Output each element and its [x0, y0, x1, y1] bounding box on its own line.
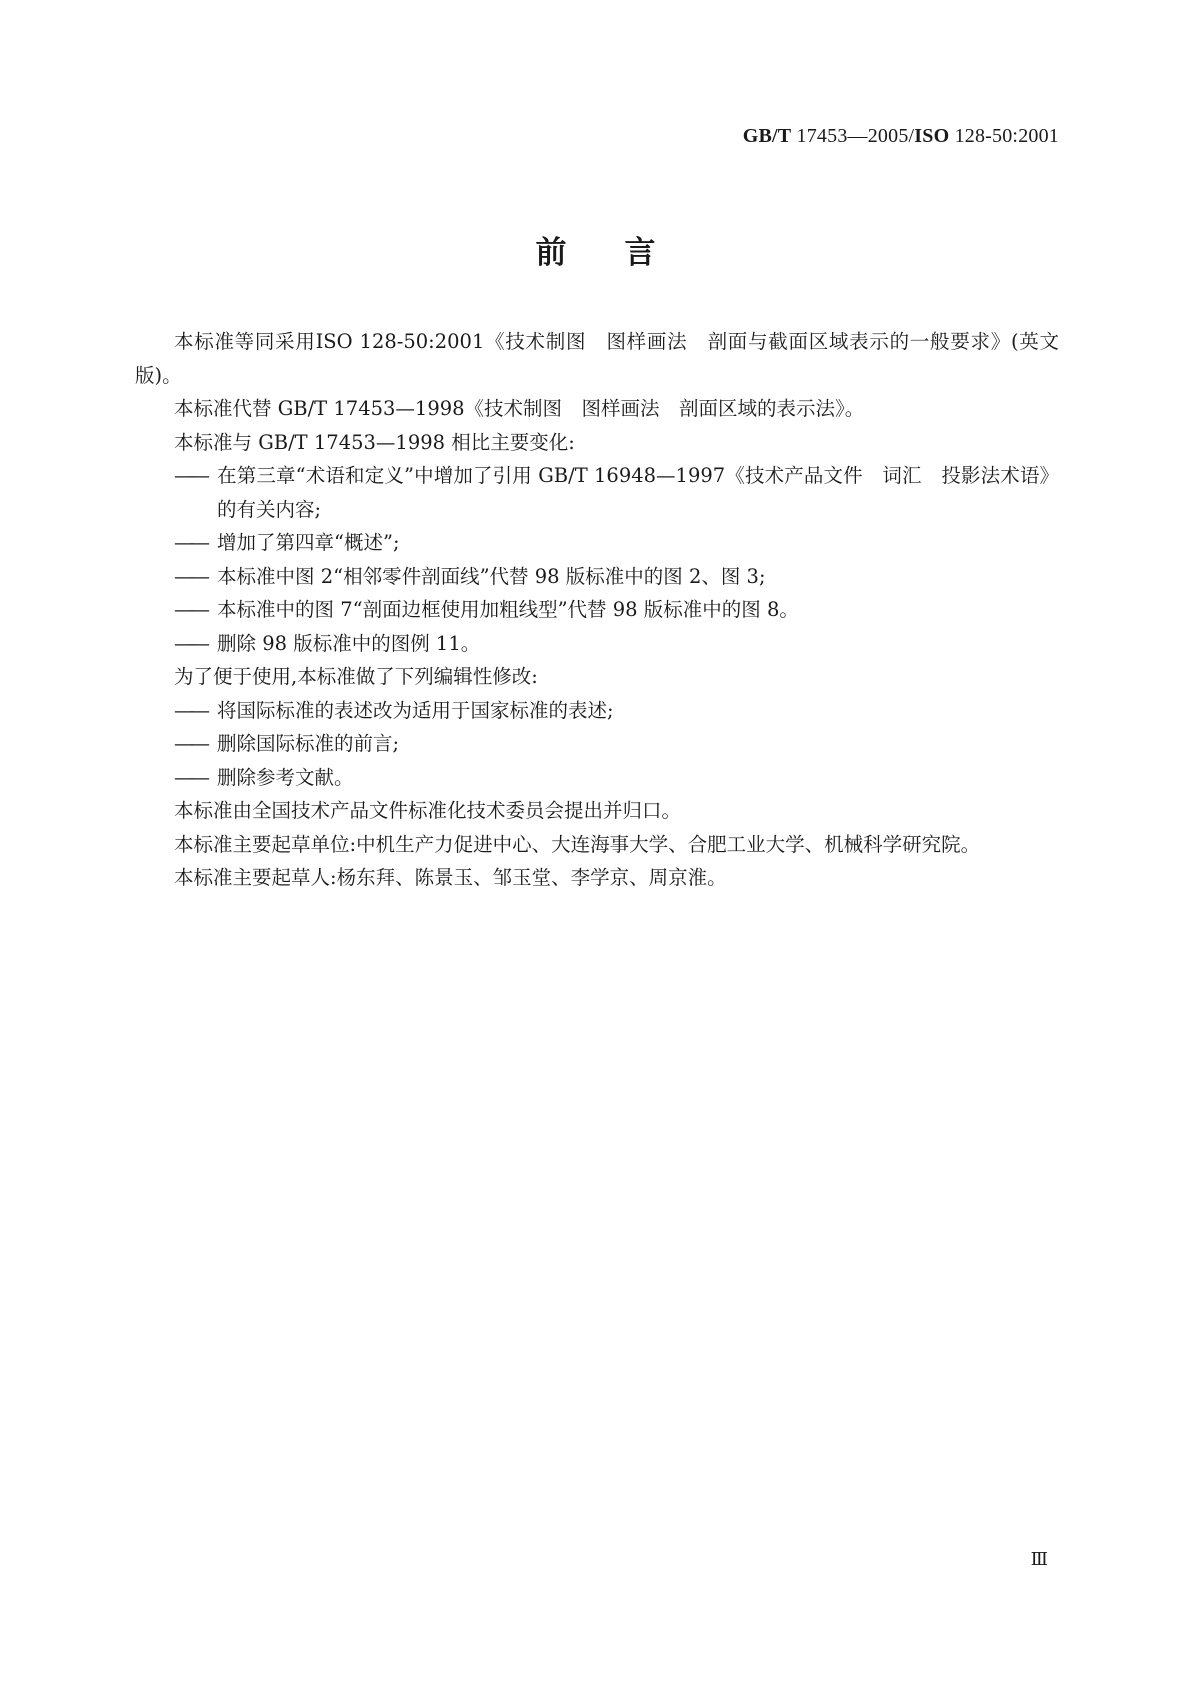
dash-marker: —— — [174, 464, 207, 487]
dash-list-item: —— 在第三章“术语和定义”中增加了引用 GB/T 16948—1997《技术产品文件 词汇 投影法术语》的有关内容; — [135, 459, 1059, 526]
dash-marker: —— — [174, 631, 207, 655]
page-number: Ⅲ — [1030, 1549, 1048, 1569]
page-title: 前言 — [535, 235, 714, 271]
dash-marker: —— — [174, 564, 207, 588]
dash-marker: —— — [174, 765, 207, 789]
paragraph: 本标准代替 GB/T 17453—1998《技术制图 图样画法 剖面区域的表示法》。 — [174, 397, 865, 420]
paragraph: 本标准与 GB/T 17453—1998 相比主要变化: — [174, 430, 575, 454]
dash-list-item: —— 删除参考文献。 — [135, 761, 1059, 795]
standard-code: 17453—2005/ — [791, 125, 915, 147]
dash-marker: —— — [174, 598, 207, 621]
standard-prefix: GB/T — [742, 125, 792, 147]
dash-list-item: —— 本标准中的图 7“剖面边框使用加粗线型”代替 98 版标准中的图 8。 — [135, 593, 1059, 627]
standard-number — [743, 125, 1059, 148]
paragraph: 本标准等同采用ISO 128-50:2001《技术制图 图样画法 剖面与截面区域表示的一般要求》(英文版)。 — [135, 330, 1060, 387]
iso-prefix: ISO — [914, 125, 950, 147]
paragraph: 本标准由全国技术产品文件标准化技术委员会提出并归口。 — [174, 799, 682, 822]
dash-list-item: —— 增加了第四章“概述”; — [135, 526, 1059, 560]
iso-code: 128-50:2001 — [949, 125, 1059, 147]
paragraph: 本标准主要起草单位:中机生产力促进中心、大连海事大学、合肥工业大学、机械科学研究院。 — [174, 832, 981, 856]
paragraph: 本标准主要起草人:杨东拜、陈景玉、邹玉堂、李学京、周京淮。 — [174, 866, 727, 889]
paragraph: 为了便于使用,本标准做了下列编辑性修改: — [174, 665, 538, 688]
dash-list-item: —— 将国际标准的表述改为适用于国家标准的表述; — [135, 694, 1059, 728]
dash-list-item: —— 删除 98 版标准中的图例 11。 — [135, 627, 1059, 661]
dash-marker: —— — [174, 698, 207, 722]
dash-list-item: —— 删除国际标准的前言; — [135, 727, 1059, 761]
dash-marker: —— — [174, 531, 207, 554]
dash-list-item: —— 本标准中图 2“相邻零件剖面线”代替 98 版标准中的图 2、图 3; — [135, 560, 1059, 594]
dash-marker: —— — [174, 732, 207, 755]
foreword-body — [135, 325, 1059, 895]
